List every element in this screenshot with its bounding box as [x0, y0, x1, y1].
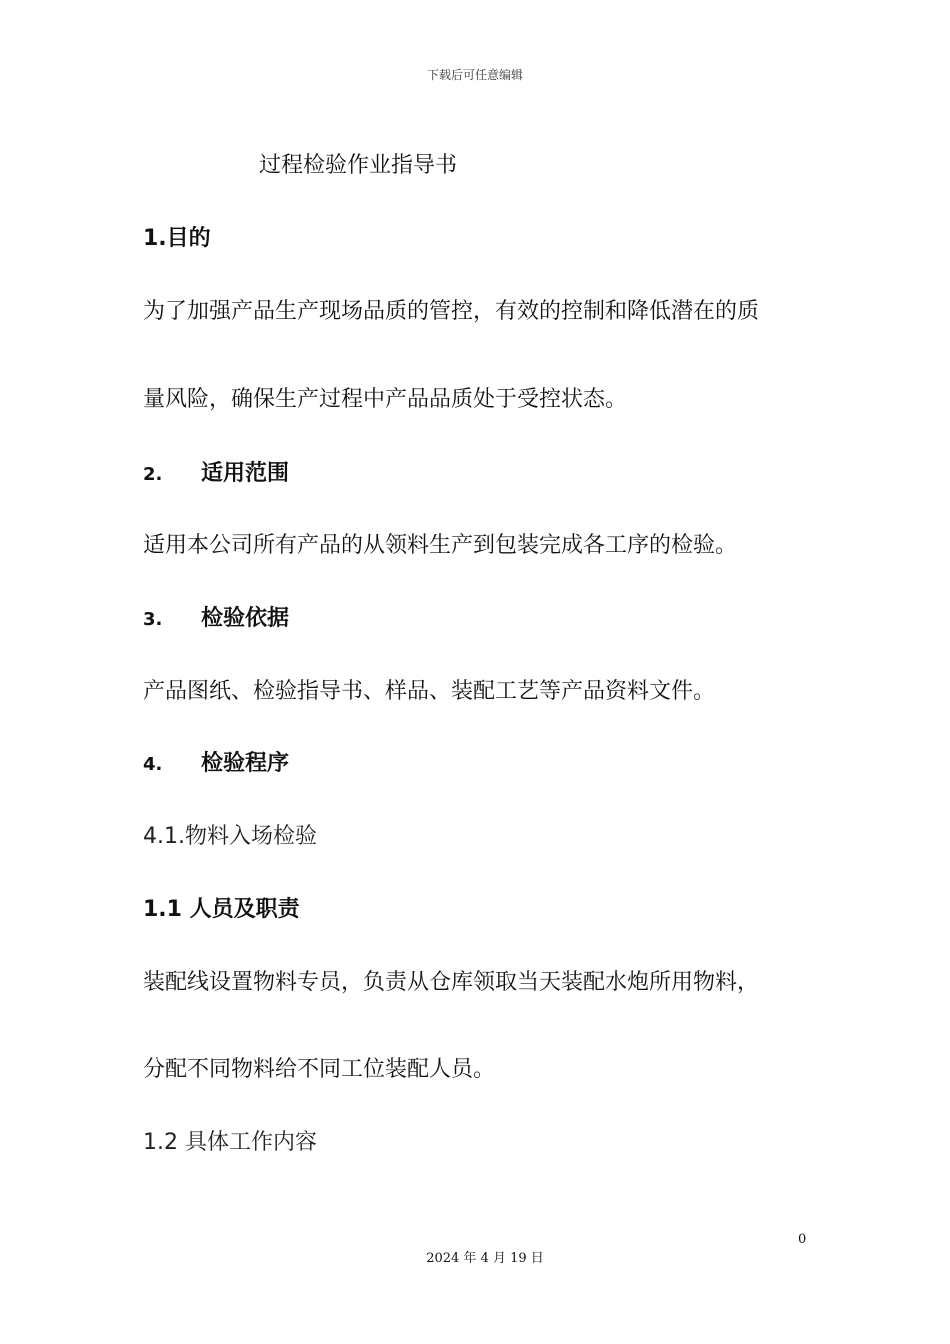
section-1-paragraph-line-2: 量风险，确保生产过程中产品品质处于受控状态。 [143, 387, 628, 412]
section-2-heading [143, 456, 289, 487]
section-1-heading: 1.目的 [143, 226, 211, 251]
page-header-note: 下载后可任意编辑 [426, 68, 523, 82]
section-4-heading [143, 746, 289, 777]
page-number: 0 [798, 1232, 807, 1247]
section-3-paragraph: 产品图纸、检验指导书、样品、装配工艺等产品资料文件。 [143, 679, 716, 704]
section-1-paragraph-line-1: 为了加强产品生产现场品质的管控，有效的控制和降低潜在的质 [143, 299, 760, 324]
subsection-4-1-heading: 4.1.物料入场检验 [143, 824, 317, 849]
subsection-1-1-heading: 1.1 人员及职责 [143, 897, 300, 922]
subsection-1-1-paragraph-line-2: 分配不同物料给不同工位装配人员。 [143, 1057, 496, 1082]
section-2-label: 适用范围 [201, 461, 290, 486]
section-2-number: 2. [143, 464, 163, 485]
section-4-number: 4. [143, 754, 163, 775]
section-3-label: 检验依据 [201, 606, 290, 631]
section-3-number: 3. [143, 609, 163, 630]
section-4-label: 检验程序 [201, 751, 290, 776]
section-3-heading [143, 601, 289, 632]
subsection-1-2-heading: 1.2 具体工作内容 [143, 1130, 317, 1155]
footer-date: 2024 年 4 月 19 日 [426, 1251, 544, 1266]
document-title: 过程检验作业指导书 [259, 153, 458, 178]
subsection-1-1-paragraph-line-1: 装配线设置物料专员，负责从仓库领取当天装配水炮所用物料， [143, 970, 760, 995]
section-2-paragraph: 适用本公司所有产品的从领料生产到包装完成各工序的检验。 [143, 533, 738, 558]
